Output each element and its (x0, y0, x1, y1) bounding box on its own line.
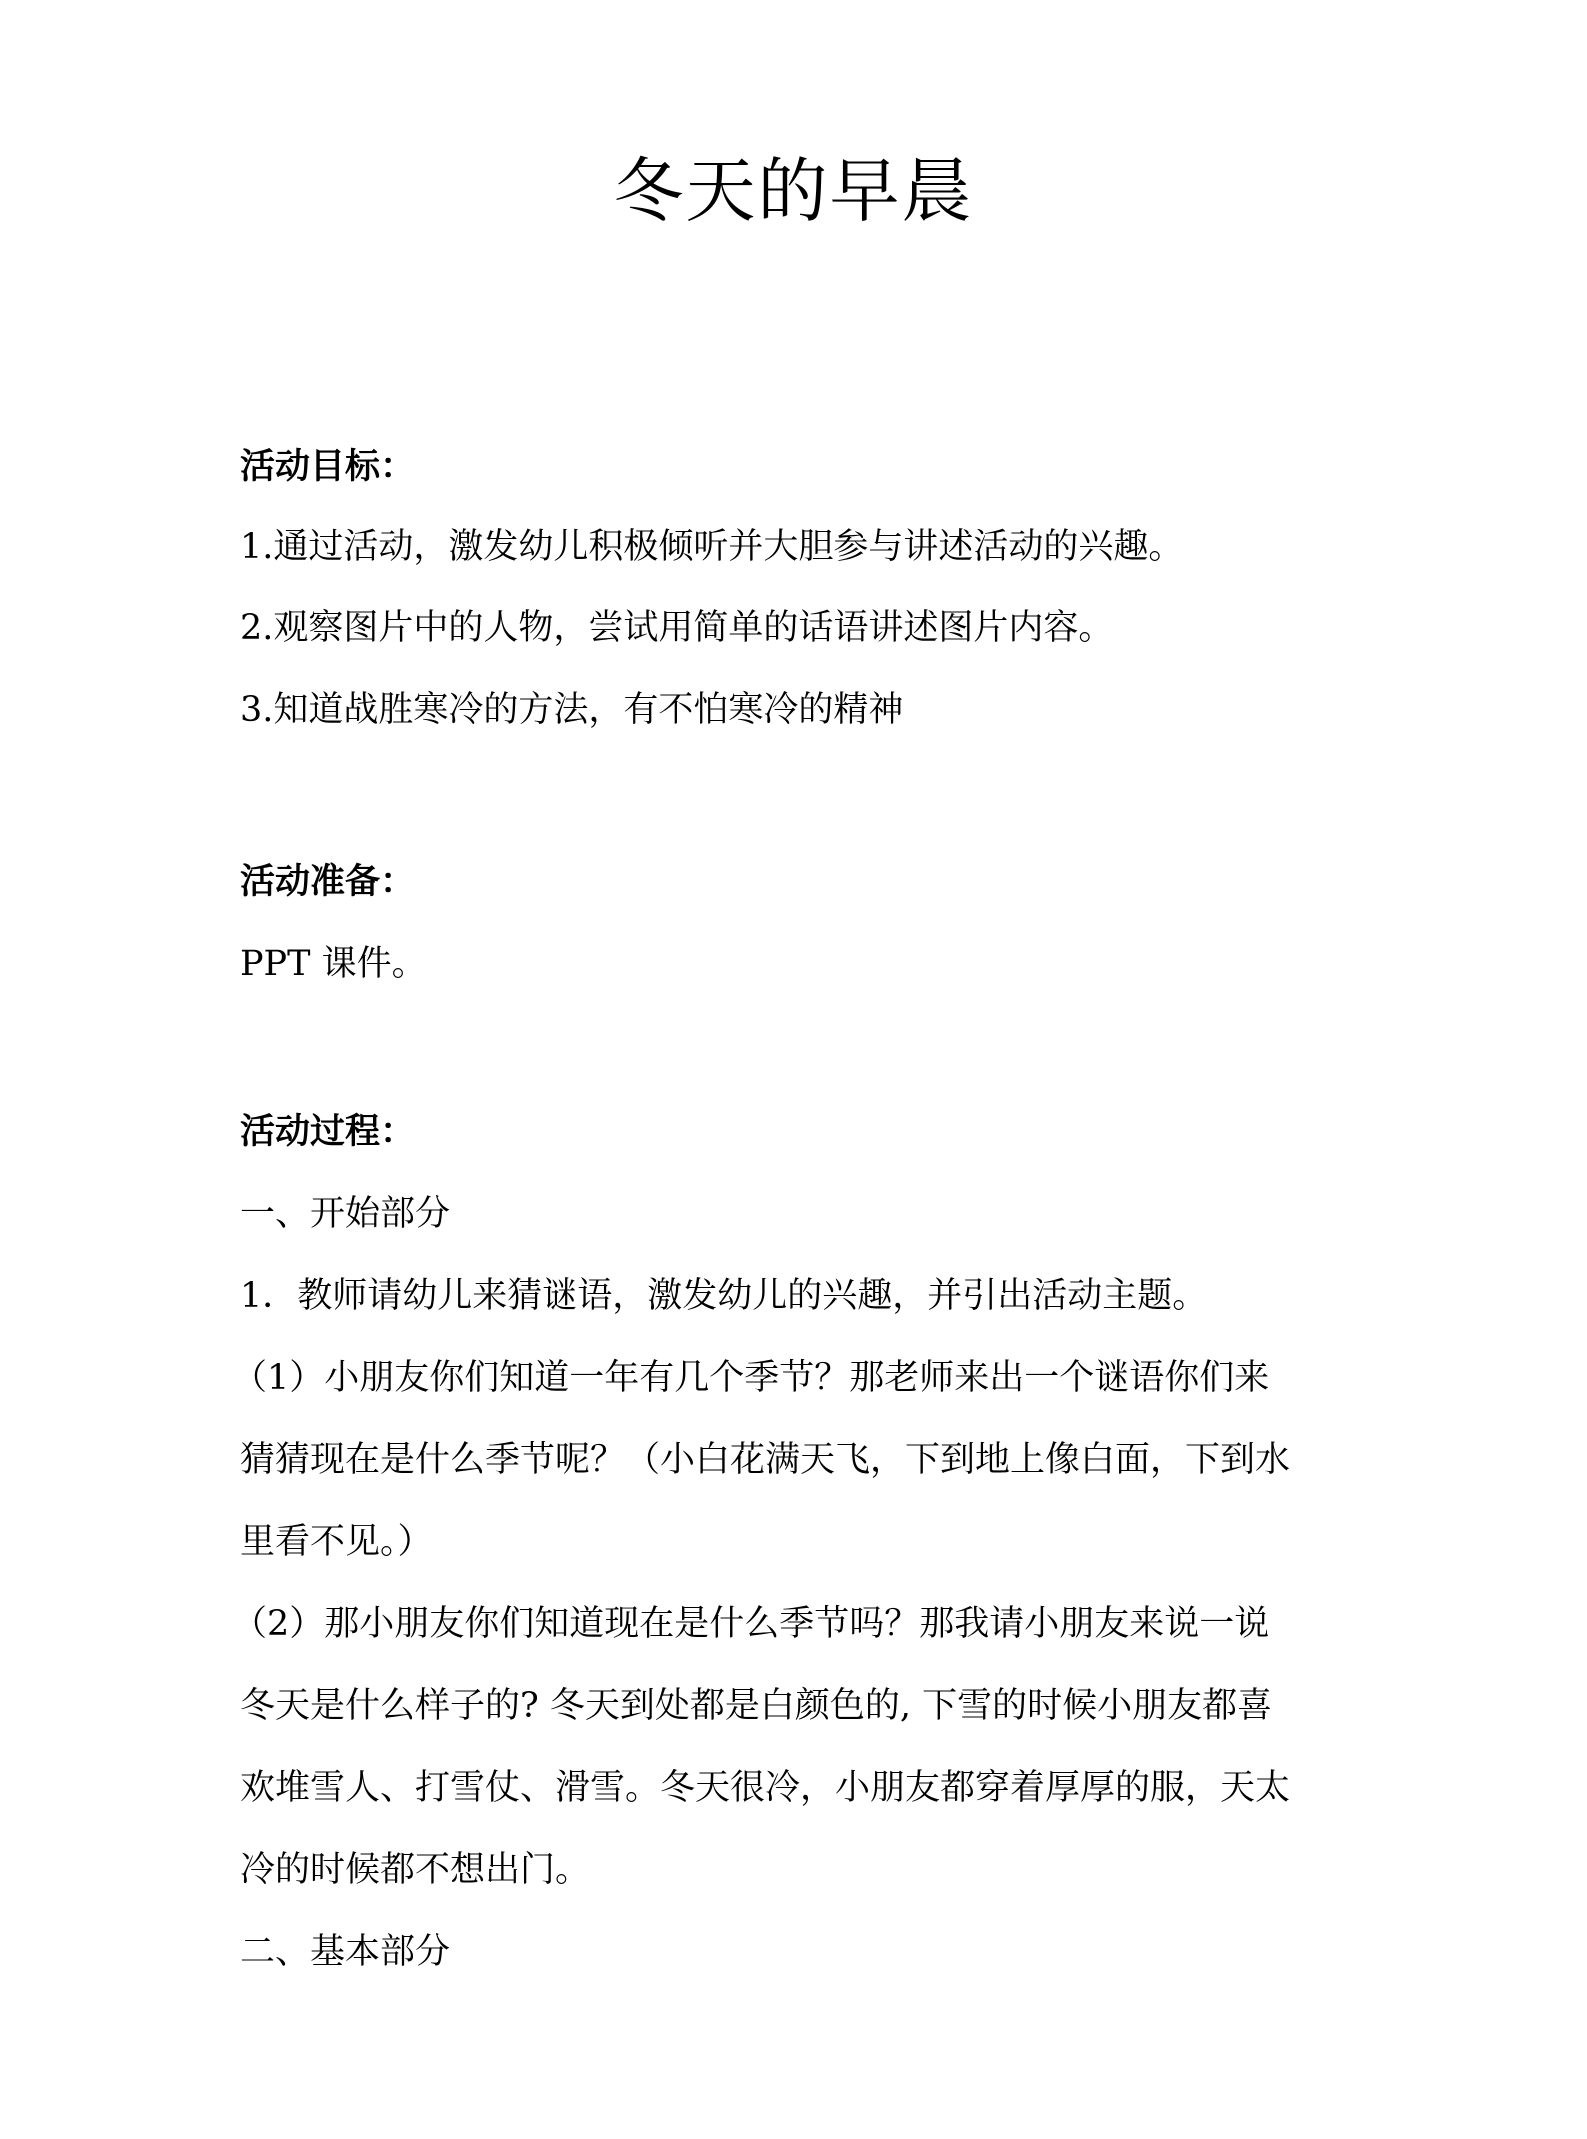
question1-line-2: 猜猜现在是什么季节呢？（小白花满天飞，下到地上像白面，下到水 (240, 1440, 1291, 1480)
goal-item-2: 2.观察图片中的人物，尝试用简单的话语讲述图片内容。 (240, 608, 1114, 648)
preparation-content: PPT 课件。 (240, 944, 427, 984)
question2-line-3: 欢堆雪人、打雪仗、滑雪。冬天很冷，小朋友都穿着厚厚的服，天太 (240, 1768, 1291, 1808)
section-heading-goals: 活动目标： (240, 446, 416, 487)
goal-item-1: 1.通过活动，激发幼儿积极倾听并大胆参与讲述活动的兴趣。 (240, 527, 1184, 567)
section-heading-preparation: 活动准备： (240, 861, 416, 902)
part2-heading: 二、基本部分 (240, 1932, 451, 1972)
question2-line-4: 冷的时候都不想出门。 (240, 1850, 591, 1890)
part1-heading: 一、开始部分 (240, 1194, 451, 1234)
question1-line-3: 里看不见。） (240, 1522, 433, 1562)
question1-line-1: （1）小朋友你们知道一年有几个季节？那老师来出一个谜语你们来 (232, 1358, 1270, 1398)
question2-line-2: 冬天是什么样子的? 冬天到处都是白颜色的, 下雪的时候小朋友都喜 (240, 1686, 1273, 1726)
goal-item-3: 3.知道战胜寒冷的方法，有不怕寒冷的精神 (240, 690, 904, 730)
document-title: 冬天的早晨 (613, 150, 974, 232)
part1-step1: 1．教师请幼儿来猜谜语，激发幼儿的兴趣，并引出活动主题。 (240, 1276, 1208, 1316)
section-heading-process: 活动过程： (240, 1111, 416, 1152)
question2-line-1: （2）那小朋友你们知道现在是什么季节吗？那我请小朋友来说一说 (232, 1604, 1270, 1644)
